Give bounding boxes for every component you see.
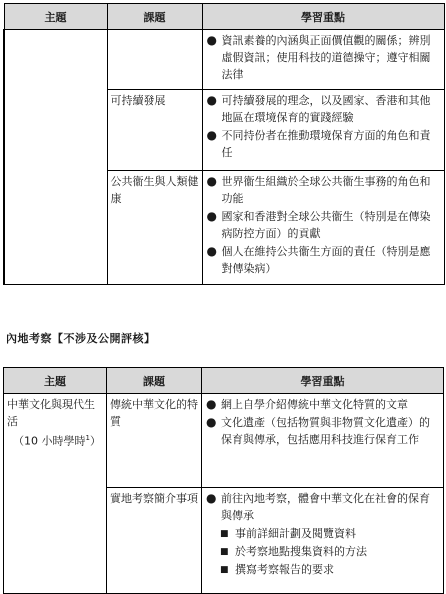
learning-point: ● 個人在維持公共衞生方面的責任（特別是應對傳染病） — [206, 244, 431, 275]
topic-cell — [4, 30, 107, 285]
learning-point: ● 前往內地考察，體會中華文化在社會的保育與傳承 — [206, 491, 430, 522]
learning-point: ● 可持續發展的理念，以及國家、香港和其他地區在環境保育的實踐經驗 — [206, 93, 431, 124]
topic-cell — [4, 394, 107, 594]
learning-point: ● 文化遺產（包括物質與非物質文化遺產）的保育與傳承，包括應用科技進行保育工作 — [206, 415, 430, 446]
header-topic: 主題 — [4, 368, 107, 394]
footnote-marker: 1 — [85, 434, 90, 442]
points-cell — [202, 90, 444, 171]
points-cell — [202, 171, 444, 285]
learning-table-continued — [3, 3, 445, 285]
square-bullet-icon: ■ — [220, 529, 229, 539]
learning-subpoint: ■ 於考察地點搜集資料的方法 — [205, 543, 440, 560]
bullet-icon: ● — [206, 33, 217, 47]
subject-cell — [107, 30, 202, 90]
subject-cell: 可持續發展 — [107, 90, 202, 171]
bullet-icon: ● — [206, 209, 217, 223]
header-topic: 主題 — [4, 4, 107, 30]
learning-subpoint: ■ 事前詳細計劃及閱覽資料 — [205, 525, 440, 542]
learning-point: ● 世界衞生組織於全球公共衞生事務的角色和功能 — [206, 174, 431, 205]
bullet-icon: ● — [206, 174, 217, 188]
subject-cell: 實地考察簡介事項 — [107, 488, 202, 594]
learning-point: ● 資訊素養的內涵與正面價值觀的關係；辨別虛假資訊；使用科技的道德操守；遵守相關法律 — [206, 33, 431, 81]
learning-point: ● 國家和香港對全球公共衞生（特別是在傳染病防控方面）的貢獻 — [206, 209, 431, 240]
bullet-icon: ● — [206, 491, 217, 505]
table-row — [4, 394, 444, 488]
bullet-icon: ● — [206, 415, 217, 429]
learning-table-mainland-study — [3, 367, 444, 594]
header-subject: 課題 — [107, 368, 202, 394]
square-bullet-icon: ■ — [220, 565, 229, 575]
table-header-row — [4, 4, 444, 30]
bullet-icon: ● — [206, 244, 217, 258]
square-bullet-icon: ■ — [220, 547, 229, 557]
points-cell — [202, 30, 444, 90]
topic-name: 中華文化與現代生活 — [7, 398, 95, 428]
table-row — [4, 30, 444, 90]
points-cell — [202, 394, 444, 488]
learning-point: ● 網上自學介紹傳統中華文化特質的文章 — [206, 397, 408, 411]
bullet-icon: ● — [206, 128, 217, 142]
header-learning-points: 學習重點 — [202, 368, 444, 394]
points-cell — [202, 488, 444, 594]
learning-subpoint: ■ 撰寫考察報告的要求 — [205, 561, 440, 578]
section-heading: 內地考察【不涉及公開評核】 — [6, 332, 156, 345]
subject-cell: 傳統中華文化的特質 — [107, 394, 202, 488]
subject-cell: 公共衞生與人類健康 — [107, 171, 202, 285]
header-learning-points: 學習重點 — [202, 4, 444, 30]
table-header-row — [4, 368, 444, 394]
header-subject: 課題 — [107, 4, 202, 30]
learning-point: ● 不同持份者在推動環境保育方面的角色和責任 — [206, 128, 431, 159]
bullet-icon: ● — [206, 397, 217, 411]
topic-hours: （10 小時學時$^1$） — [13, 434, 101, 448]
bullet-icon: ● — [206, 93, 217, 107]
